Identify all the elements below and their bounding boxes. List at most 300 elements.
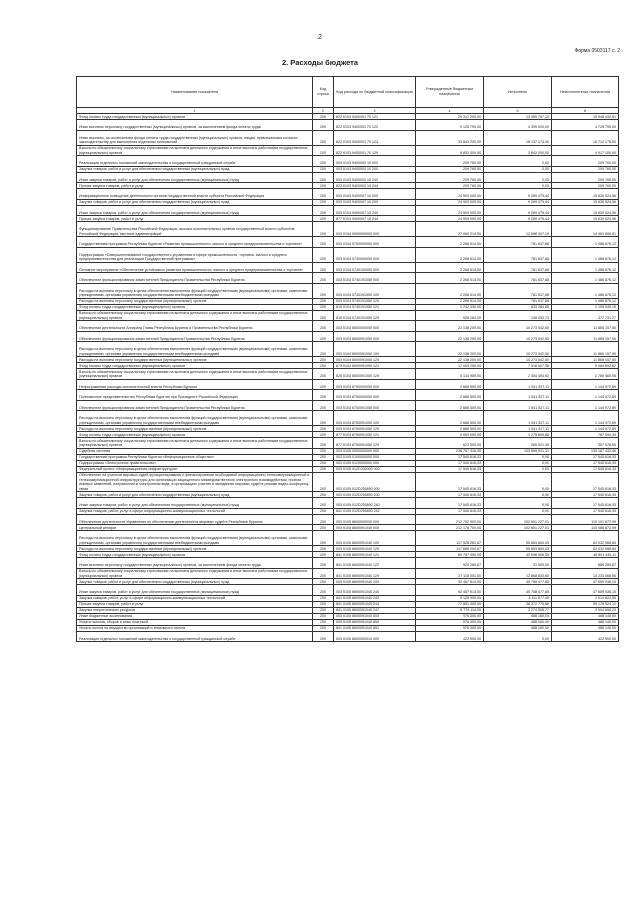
row-name-cell: Иные закупки товаров, работ и услуг для обеспечения государственных (муниципальных) нужд — [77, 205, 313, 216]
row-name-cell: Обеспечение функционирования заместителей Председателя Правительства Республики Бурятия — [77, 331, 313, 342]
row-executed-cell: 781 637,88 — [484, 262, 552, 273]
row-unexecuted-cell: 377 731,27 — [552, 310, 619, 321]
row-approved-cell: 22 138 200,00 — [416, 357, 484, 363]
row-kbk-cell: 841 0105 012D255890 242 — [334, 508, 416, 514]
column-number: 3 — [334, 108, 416, 114]
row-executed-cell: 781 637,88 — [484, 298, 552, 304]
row-executed-cell: 0,00 — [484, 460, 552, 466]
row-name-cell: Государственная программа Республики Бурятия «Развитие промышленности, малого и среднего предпринимательства и торговли» — [77, 237, 313, 248]
row-name-cell: Расходы на выплаты персоналу государственных (муниципальных) органов — [77, 426, 313, 432]
row-approved-cell: 2 268 514,00 — [416, 247, 484, 262]
row-approved-cell: 2 268 514,00 — [416, 283, 484, 298]
row-line-code-cell: 200 — [313, 237, 334, 248]
row-kbk-cell: 003 0105 012D200000 000 — [334, 466, 416, 472]
row-name-cell: Фонд оплаты труда государственных (муниципальных) органов — [77, 363, 313, 369]
row-line-code-cell: 200 — [313, 130, 334, 145]
row-executed-cell: 148 453,73 — [484, 310, 552, 321]
row-name-cell: Закупка товаров, работ и услуг для обеспечения государственных (муниципальных) нужд — [77, 166, 313, 172]
row-approved-cell: 2 268 514,00 — [416, 262, 484, 273]
row-name-cell: Иные закупки товаров, работ и услуг для обеспечения государственных (муниципальных) нужд — [77, 585, 313, 596]
row-executed-cell: 488 160,00 — [484, 625, 552, 631]
row-name-cell: Иные бюджетные ассигнования — [77, 613, 313, 619]
row-approved-cell: 8 852 300,50 — [416, 145, 484, 156]
row-executed-cell: 10 273 042,50 — [484, 357, 552, 363]
row-kbk-cell: 873 0104 8500091050 121 — [334, 363, 416, 369]
row-unexecuted-cell: 4 725 795,00 — [552, 120, 619, 131]
row-name-cell: Фонд оплаты труда государственных (муниципальных) органов — [77, 552, 313, 558]
row-executed-cell: 0,00 — [484, 166, 552, 172]
row-approved-cell: 17 545 616,33 — [416, 498, 484, 509]
row-executed-cell: 3 842 200,00 — [484, 145, 552, 156]
row-kbk-cell: 841 0105 8600091040 851 — [334, 625, 416, 631]
row-line-code-cell: 200 — [313, 298, 334, 304]
row-name-cell: Реализация отдельных положений законодательства о государственной гражданской службе — [77, 156, 313, 167]
row-kbk-cell: 820 0104 8500091050 129 — [334, 369, 416, 380]
row-name-cell: Закупка товаров, работ и услуг для обеспечения государственных (муниципальных) нужд — [77, 579, 313, 585]
row-unexecuted-cell: 1 486 876,12 — [552, 273, 619, 284]
column-header-line-code: Код строки — [313, 77, 334, 108]
row-executed-cell: 0,00 — [484, 172, 552, 183]
row-executed-cell: 45 758 477,88 — [484, 585, 552, 596]
row-approved-cell: 2 686 500,00 — [416, 379, 484, 390]
row-approved-cell: 89 797 450,00 — [416, 552, 484, 558]
row-executed-cell: 12 596 407,19 — [484, 222, 552, 237]
table-row — [77, 357, 619, 363]
table-row — [77, 400, 619, 411]
row-executed-cell: 9 269 475,44 — [484, 199, 552, 205]
row-approved-cell: 2 268 514,00 — [416, 298, 484, 304]
row-unexecuted-cell: 15 630 524,56 — [552, 199, 619, 205]
row-executed-cell: 781 637,88 — [484, 237, 552, 248]
row-executed-cell: 488 160,00 — [484, 613, 552, 619]
row-line-code-cell: 200 — [313, 585, 334, 596]
row-name-cell: Взносы по обязательному социальному страхованию на выплаты денежного содержания и иные выплаты работникам государственных (муниципальных) органов — [77, 145, 313, 156]
row-unexecuted-cell: 110 088 872,99 — [552, 525, 619, 531]
row-line-code-cell: 200 — [313, 607, 334, 613]
row-kbk-cell: 003 0103 9400002 10 240 — [334, 172, 416, 183]
row-approved-cell: 2 686 500,00 — [416, 411, 484, 426]
row-name-cell: Закупка энергетических ресурсов — [77, 607, 313, 613]
row-name-cell: Расходы на выплаты персоналу государственных (муниципальных) органов — [77, 357, 313, 363]
row-approved-cell: 2 686 500,00 — [416, 390, 484, 401]
row-executed-cell: 781 637,88 — [484, 247, 552, 262]
row-unexecuted-cell: 1 014 822,55 — [552, 595, 619, 601]
form-code: Форма 0503117 с. 2 — [574, 48, 620, 54]
table-row — [77, 438, 619, 449]
row-line-code-cell: 200 — [313, 156, 334, 167]
row-line-code-cell: 200 — [313, 454, 334, 460]
row-line-code-cell: 200 — [313, 411, 334, 426]
row-kbk-cell: 003 0105 0100000000 000 — [334, 454, 416, 460]
row-executed-cell: 1 541 527,11 — [484, 379, 552, 390]
row-approved-cell: 9 125 795,00 — [416, 120, 484, 131]
row-approved-cell: 27 060 214,00 — [416, 222, 484, 237]
row-kbk-cell: 003 0104 5740191050 100 — [334, 283, 416, 298]
row-executed-cell: 4 111 077,45 — [484, 595, 552, 601]
row-approved-cell: 24 900 000,00 — [416, 199, 484, 205]
row-kbk-cell: 822 0103 9400001 70 129 — [334, 145, 416, 156]
row-name-cell: Фонд оплаты труда государственных (муниципальных) органов — [77, 114, 313, 120]
table-row — [77, 531, 619, 546]
row-unexecuted-cell: 1 144 972,89 — [552, 411, 619, 426]
column-number: 4 — [416, 108, 484, 114]
row-executed-cell: 1 541 527,11 — [484, 390, 552, 401]
row-name-cell: Взносы по обязательному социальному страхованию на выплаты денежного содержания и иные выплаты работникам государственных (муниципальных) органов — [77, 310, 313, 321]
row-name-cell: Расходы на выплаты персоналу государственных (муниципальных) органов — [77, 546, 313, 552]
table-row — [77, 321, 619, 332]
row-kbk-cell: 841 0105 8600091040 129 — [334, 568, 416, 579]
row-approved-cell: 117 526 281,67 — [416, 531, 484, 546]
row-approved-cell: 24 900 000,00 — [416, 216, 484, 222]
row-line-code-cell: 200 — [313, 222, 334, 237]
column-header-name: Наименование показателя — [77, 77, 313, 108]
column-number: 2 — [313, 108, 334, 114]
row-executed-cell: 16 137 174,00 — [484, 130, 552, 145]
row-executed-cell: 488 160,00 — [484, 619, 552, 625]
row-line-code-cell: 200 — [313, 525, 334, 531]
row-line-code-cell: 200 — [313, 145, 334, 156]
row-kbk-cell: 841 0105 8600091040 122 — [334, 558, 416, 569]
row-line-code-cell: 200 — [313, 472, 334, 492]
row-kbk-cell: 003 0105 8600091040 000 — [334, 525, 416, 531]
row-executed-cell: 103 569 921,31 — [484, 448, 552, 454]
row-unexecuted-cell: 488 140,00 — [552, 625, 619, 631]
table-row — [77, 625, 619, 631]
row-line-code-cell: 200 — [313, 492, 334, 498]
row-line-code-cell: 200 — [313, 114, 334, 120]
row-line-code-cell: 200 — [313, 363, 334, 369]
row-line-code-cell: 200 — [313, 595, 334, 601]
row-kbk-cell: 003 0104 5740191050 000 — [334, 273, 416, 284]
row-kbk-cell: 003 0103 9400007 10 200 — [334, 199, 416, 205]
table-row — [77, 363, 619, 369]
row-line-code-cell: 200 — [313, 432, 334, 438]
row-executed-cell: 9 269 475,44 — [484, 216, 552, 222]
row-line-code-cell: 200 — [313, 369, 334, 380]
row-kbk-cell: 003 0105 012D255890 000 — [334, 472, 416, 492]
row-line-code-cell: 200 — [313, 183, 334, 189]
row-name-cell: Государственная программа Республики Бурятия «Информационное общество» — [77, 454, 313, 460]
row-executed-cell: 0,00 — [484, 498, 552, 509]
row-unexecuted-cell: 209 760,00 — [552, 156, 619, 167]
row-executed-cell: 781 637,88 — [484, 283, 552, 298]
row-name-cell: Подпрограмма «Электронное правительство» — [77, 460, 313, 466]
row-line-code-cell: 200 — [313, 460, 334, 466]
row-unexecuted-cell: 15 630 524,56 — [552, 216, 619, 222]
row-name-cell: Уплата налогов, сборов и иных платежей — [77, 619, 313, 625]
row-unexecuted-cell: 787 394,34 — [552, 432, 619, 438]
row-unexecuted-cell: 4 917 100,00 — [552, 145, 619, 156]
table-row — [77, 595, 619, 601]
row-line-code-cell: 200 — [313, 552, 334, 558]
table-row — [77, 304, 619, 310]
row-approved-cell: 236 757 316,35 — [416, 448, 484, 454]
row-approved-cell: 1 742 330,00 — [416, 304, 484, 310]
row-kbk-cell: 822 0103 9400001 70 123 — [334, 130, 416, 145]
row-unexecuted-cell: 133 187 432,46 — [552, 448, 619, 454]
row-approved-cell: 5 125 900,00 — [416, 595, 484, 601]
row-kbk-cell: 003 0104 8500091050 100 — [334, 342, 416, 357]
row-executed-cell: 10 273 042,50 — [484, 321, 552, 332]
table-row — [77, 379, 619, 390]
row-unexecuted-cell: 47 659 036,15 — [552, 579, 619, 585]
row-kbk-cell: 003 0104 8500000000 000 — [334, 321, 416, 332]
row-unexecuted-cell: 357 578,55 — [552, 438, 619, 449]
row-unexecuted-cell: 17 545 616,33 — [552, 498, 619, 509]
row-approved-cell: 5 134 950,00 — [416, 369, 484, 380]
row-name-cell: Федеральный проект «Информационная инфраструктура» — [77, 466, 313, 472]
row-approved-cell: 209 760,00 — [416, 156, 484, 167]
row-unexecuted-cell: 209 760,00 — [552, 166, 619, 172]
row-executed-cell: 9 269 475,44 — [484, 205, 552, 216]
row-kbk-cell: 003 0105 8600091040 100 — [334, 531, 416, 546]
row-name-cell: Прочая закупка товаров, работ и услуг — [77, 183, 313, 189]
table-row — [77, 558, 619, 569]
row-kbk-cell: 003 0105 8600000000 000 — [334, 514, 416, 525]
row-executed-cell: 0,00 — [484, 183, 552, 189]
row-name-cell: Судебная система — [77, 448, 313, 454]
table-row — [77, 585, 619, 596]
row-kbk-cell: 003 0104 8500091050 120 — [334, 357, 416, 363]
row-kbk-cell: 003 0104 8750091050 120 — [334, 426, 416, 432]
row-kbk-cell: 003 0104 8750000000 000 — [334, 390, 416, 401]
table-row — [77, 199, 619, 205]
row-line-code-cell: 200 — [313, 342, 334, 357]
row-name-cell: Взносы по обязательному социальному страхованию на выплаты денежного содержания и иные выплаты работникам государственных (муниципальных) органов — [77, 369, 313, 380]
row-line-code-cell: 200 — [313, 625, 334, 631]
row-kbk-cell: 003 0105 012D255890 200 — [334, 492, 416, 498]
row-unexecuted-cell: 1 144 972,89 — [552, 390, 619, 401]
row-unexecuted-cell: 1 486 876,12 — [552, 298, 619, 304]
row-name-cell: Закупка товаров, работ и услуг для обеспечения государственных (муниципальных) нужд — [77, 492, 313, 498]
row-name-cell: Реализация отдельных положений законодательства о государственной гражданской службе — [77, 631, 313, 642]
row-unexecuted-cell: 39 178 524,12 — [552, 601, 619, 607]
row-unexecuted-cell: 1 109 045,15 — [552, 304, 619, 310]
row-approved-cell: 92 457 514,00 — [416, 579, 484, 585]
row-kbk-cell: 810 0104 5740191050 129 — [334, 310, 416, 321]
table-row — [77, 546, 619, 552]
row-line-code-cell: 200 — [313, 390, 334, 401]
row-kbk-cell: 877 0103 9400007 10 244 — [334, 216, 416, 222]
row-line-code-cell: 200 — [313, 531, 334, 546]
row-line-code-cell: 200 — [313, 579, 334, 585]
row-unexecuted-cell: 15 630 524,56 — [552, 189, 619, 200]
row-executed-cell: 55 653 800,03 — [484, 531, 552, 546]
row-name-cell: Иные выплаты персоналу государственных (муниципальных) органов, за исключением фонда оплаты труда — [77, 120, 313, 131]
expenses-table — [76, 76, 619, 642]
row-approved-cell: 2 268 514,00 — [416, 237, 484, 248]
row-line-code-cell: 200 — [313, 247, 334, 262]
row-kbk-cell: 003 0104 8750091050 000 — [334, 400, 416, 411]
table-row — [77, 145, 619, 156]
table-header-row — [77, 77, 619, 108]
row-line-code-cell: 200 — [313, 438, 334, 449]
row-executed-cell: 1 541 527,11 — [484, 411, 552, 426]
table-row — [77, 114, 619, 120]
row-line-code-cell: 200 — [313, 273, 334, 284]
table-row — [77, 498, 619, 509]
row-kbk-cell: 003 0104 8700000000 000 — [334, 379, 416, 390]
row-line-code-cell: 200 — [313, 498, 334, 509]
row-executed-cell: 265 921,45 — [484, 438, 552, 449]
table-row — [77, 156, 619, 167]
row-line-code-cell: 200 — [313, 283, 334, 298]
row-unexecuted-cell: 17 545 616,33 — [552, 472, 619, 492]
table-row — [77, 130, 619, 145]
row-approved-cell: 212 176 700,00 — [416, 525, 484, 531]
row-name-cell: Непрограммные расходы исполнительной власти Республики Бурятия — [77, 379, 313, 390]
row-approved-cell: 33 843 200,00 — [416, 130, 484, 145]
row-name-cell: Прочая закупка товаров, работ и услуг — [77, 216, 313, 222]
row-kbk-cell: 003 0105 8600091040 200 — [334, 579, 416, 585]
row-name-cell: Информационное освещение деятельности органов государственной власти субъекта Российской Федерации — [77, 189, 313, 200]
table-row — [77, 237, 619, 248]
row-name-cell: Уплата налога на имущество организаций и земельного налога — [77, 625, 313, 631]
table-row — [77, 310, 619, 321]
row-name-cell: Закупка товаров, работ, услуг в сфере информационно-коммуникационных технологий — [77, 508, 313, 514]
row-executed-cell: 781 637,88 — [484, 273, 552, 284]
table-row — [77, 331, 619, 342]
row-kbk-cell: 841 0105 8600091040 247 — [334, 607, 416, 613]
row-approved-cell: 17 545 616,33 — [416, 472, 484, 492]
row-approved-cell: 17 545 616,33 — [416, 492, 484, 498]
row-line-code-cell: 200 — [313, 379, 334, 390]
row-unexecuted-cell: 1 486 876,12 — [552, 283, 619, 298]
row-line-code-cell: 200 — [313, 262, 334, 273]
row-unexecuted-cell: 11 865 157,50 — [552, 321, 619, 332]
row-kbk-cell: 003 0103 9400002 10 000 — [334, 156, 416, 167]
row-name-cell: Обеспечение деятельности Аппарата Главы Республики Бурятия и Правительства Республики Бурятия — [77, 321, 313, 332]
row-approved-cell: 24 900 000,00 — [416, 205, 484, 216]
row-unexecuted-cell: 1 144 972,89 — [552, 400, 619, 411]
row-name-cell: Полномочное представительство Республики Бурятия при Президенте Российской Федерации — [77, 390, 313, 401]
row-unexecuted-cell: 11 865 157,50 — [552, 357, 619, 363]
row-line-code-cell: 200 — [313, 601, 334, 607]
row-executed-cell: 38 372 775,88 — [484, 601, 552, 607]
table-row — [77, 472, 619, 492]
table-row — [77, 247, 619, 262]
row-unexecuted-cell: 47 659 036,15 — [552, 585, 619, 596]
row-kbk-cell: 003 0104 0000000000 000 — [334, 222, 416, 237]
row-approved-cell: 920 285,67 — [416, 558, 484, 569]
row-unexecuted-cell: 62 032 068,84 — [552, 531, 619, 546]
row-unexecuted-cell: 2 780 465,08 — [552, 369, 619, 380]
row-executed-cell: 0,00 — [484, 631, 552, 642]
row-unexecuted-cell: 17 545 616,33 — [552, 454, 619, 460]
row-executed-cell: 31 000,00 — [484, 558, 552, 569]
table-row — [77, 205, 619, 216]
table-row — [77, 552, 619, 558]
row-executed-cell: 10 273 042,50 — [484, 342, 552, 357]
row-kbk-cell: 003 0104 5740100000 000 — [334, 262, 416, 273]
row-kbk-cell: 841 0105 8600091040 121 — [334, 552, 416, 558]
row-unexecuted-cell: 62 032 088,84 — [552, 546, 619, 552]
row-executed-cell: 3 274 505,77 — [484, 607, 552, 613]
row-unexecuted-cell: 14 463 806,81 — [552, 222, 619, 237]
row-line-code-cell: 200 — [313, 310, 334, 321]
row-name-cell: Обеспечение функционирования заместителей Председателя Правительства Республики Бурятия — [77, 273, 313, 284]
row-line-code-cell: 200 — [313, 166, 334, 172]
row-kbk-cell: 003 0105 0000000000 000 — [334, 448, 416, 454]
row-name-cell: Обеспечение функционирования заместителей Председателя Правительства Республики Бурятия — [77, 400, 313, 411]
row-executed-cell: 0,00 — [484, 492, 552, 498]
table-row — [77, 369, 619, 380]
row-line-code-cell: 200 — [313, 448, 334, 454]
row-approved-cell: 526 184,00 — [416, 310, 484, 321]
row-line-code-cell: 200 — [313, 357, 334, 363]
row-unexecuted-cell: 15 630 524,56 — [552, 205, 619, 216]
row-executed-cell: 0,00 — [484, 508, 552, 514]
table-row — [77, 514, 619, 525]
row-line-code-cell: 200 — [313, 120, 334, 131]
row-name-cell: Расходы на выплаты персоналу в целях обеспечения выполнения функций государственными (муниципальными) органами, казенными учреждениями, органами управления государственными внебюджетными фондами — [77, 411, 313, 426]
row-line-code-cell: 200 — [313, 189, 334, 200]
row-approved-cell: 623 500,00 — [416, 438, 484, 449]
column-header-approved: Утвержденные бюджетные назначения — [416, 77, 484, 108]
row-name-cell: Взносы по обязательному социальному страхованию на выплаты денежного содержания и иные выплаты работникам государственных (муниципальных) органов — [77, 438, 313, 449]
row-name-cell: Фонд оплаты труда государственных (муниципальных) органов — [77, 304, 313, 310]
row-kbk-cell: 003 0104 5700000000 000 — [334, 237, 416, 248]
row-approved-cell: 209 760,00 — [416, 172, 484, 183]
table-row — [77, 298, 619, 304]
row-unexecuted-cell: 1 486 876,12 — [552, 247, 619, 262]
row-line-code-cell: 200 — [313, 508, 334, 514]
row-unexecuted-cell: 11 865 157,50 — [552, 342, 619, 357]
row-approved-cell: 212 752 900,00 — [416, 514, 484, 525]
table-row — [77, 273, 619, 284]
row-kbk-cell: 841 0105 8600091040 242 — [334, 595, 416, 601]
row-line-code-cell: 200 — [313, 331, 334, 342]
row-unexecuted-cell: 16 712 176,00 — [552, 130, 619, 145]
row-unexecuted-cell: 17 545 616,33 — [552, 466, 619, 472]
row-executed-cell: 55 653 800,03 — [484, 546, 552, 552]
row-approved-cell: 22 138 200,00 — [416, 321, 484, 332]
row-approved-cell: 976 300,00 — [416, 613, 484, 619]
row-line-code-cell: 200 — [313, 466, 334, 472]
row-executed-cell: 102 651 227,01 — [484, 514, 552, 525]
row-approved-cell: 17 545 616,33 — [416, 466, 484, 472]
row-kbk-cell: 841 0105 8600091040 244 — [334, 601, 416, 607]
row-approved-cell: 17 545 616,33 — [416, 460, 484, 466]
table-row — [77, 426, 619, 432]
table-row — [77, 222, 619, 237]
row-approved-cell: 2 686 500,00 — [416, 400, 484, 411]
column-header-unexecuted: Неисполненные назначения — [552, 77, 619, 108]
row-name-cell: Взносы по обязательному социальному страхованию на выплаты денежного содержания и иные выплаты работникам государственных (муниципальных) органов — [77, 568, 313, 579]
row-line-code-cell: 200 — [313, 304, 334, 310]
row-unexecuted-cell: 1 486 876,12 — [552, 237, 619, 248]
row-name-cell: Расходы на выплаты персоналу в целях обеспечения выполнения функций государственными (муниципальными) органами, казенными учреждениями, органами управления государственными внебюджетными фондами — [77, 531, 313, 546]
table-row — [77, 283, 619, 298]
row-approved-cell: 209 760,00 — [416, 183, 484, 189]
row-kbk-cell: 003 0103 9400007 10 240 — [334, 205, 416, 216]
row-name-cell: Обеспечение на участков мировых судей функционирования и финансирования необходимой информационно-телекоммуникационной и телекоммуникационной инфраструктуры для организации защищенного межведомственного электронного взаимодействия, приема исковых заявлений, направления в электронном виде, в организациях участия в заседаниях мировых судей в режиме видео-конференц-связи — [77, 472, 313, 492]
row-approved-cell: 22 138 200,00 — [416, 342, 484, 357]
row-line-code-cell: 200 — [313, 558, 334, 569]
table-row — [77, 411, 619, 426]
row-name-cell: Центральный аппарат — [77, 525, 313, 531]
row-name-cell: Основное мероприятие «Обеспечение устойчивого развития промышленности, малого и среднего предпринимательства и торговли» — [77, 262, 313, 273]
row-executed-cell: 1 275 605,66 — [484, 432, 552, 438]
row-line-code-cell: 200 — [313, 426, 334, 432]
row-kbk-cell: 003 0104 8500091050 000 — [334, 331, 416, 342]
row-approved-cell: 22 138 200,00 — [416, 331, 484, 342]
row-executed-cell: 9 269 475,44 — [484, 189, 552, 200]
row-name-cell: Функционирование Правительства Российской Федерации, высших исполнительных органов государственной власти субъектов Российской Федерации, местных администраций — [77, 222, 313, 237]
row-kbk-cell: 822 0103 9400001 70 122 — [334, 120, 416, 131]
row-approved-cell: 17 545 616,33 — [416, 508, 484, 514]
row-name-cell: Иные закупки товаров, работ и услуг для обеспечения государственных (муниципальных) нужд — [77, 498, 313, 509]
